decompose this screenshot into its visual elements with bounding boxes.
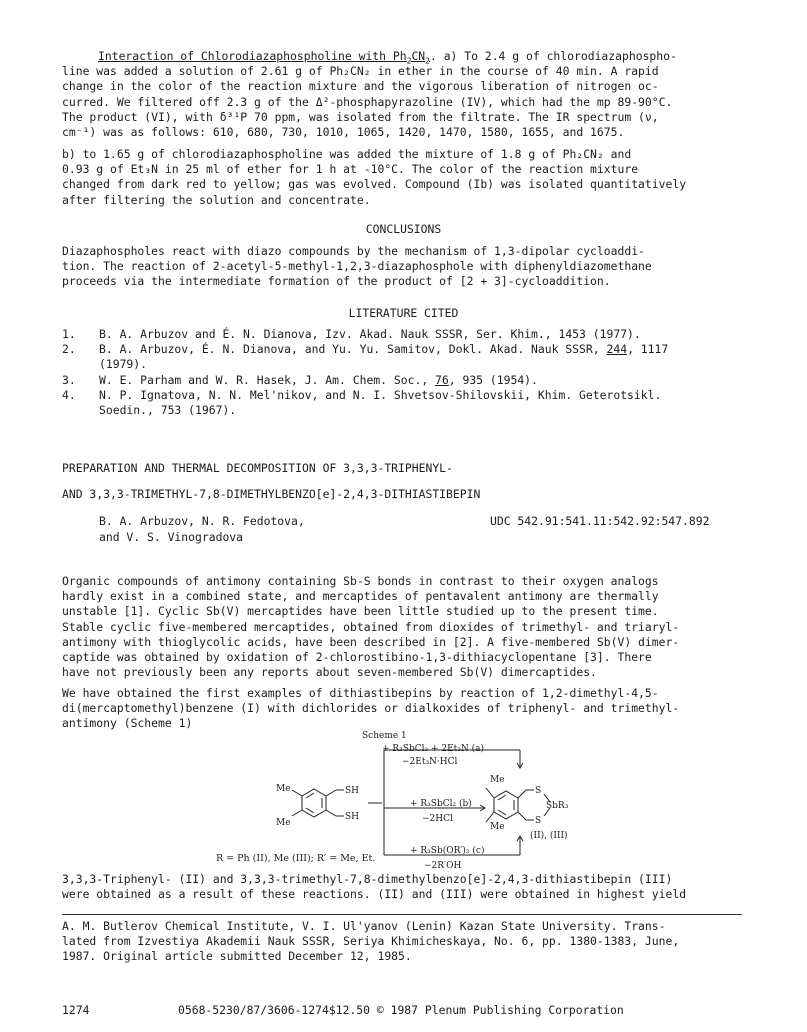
text-line: cm⁻¹) was as follows: 610, 680, 730, 1010, 1065, 1420, 1470, 1580, 1655, and 1675.: [62, 124, 625, 139]
methyl-label: Me: [490, 775, 505, 785]
literature-heading: LITERATURE CITED: [348, 306, 459, 320]
udc-code: UDC 542.91:541.11:542.92:547.892: [490, 514, 710, 528]
text-line: curred. We filtered off 2.3 g of the Δ²-phosphapyrazoline (IV), which had the mp 89-90°C.: [62, 94, 673, 109]
text-line: 1987. Original article submitted December 12, 1985.: [62, 949, 412, 964]
text-line: tion. The reaction of 2-acetyl-5-methyl-1,2,3-diazaphosphole with diphenyldiazomethane: [62, 259, 652, 274]
conclusions-heading: CONCLUSIONS: [365, 222, 442, 236]
sulfur-label: S: [535, 786, 542, 796]
text-line: were obtained as a result of these reactions. (II) and (III) were obtained in highest yield: [62, 887, 687, 902]
conclusions-body: [62, 244, 742, 290]
methyl-label: Me: [276, 818, 291, 828]
text-line: unstable [1]. Cyclic Sb(V) mercaptides have been little studied up to the present time.: [62, 604, 659, 619]
reagent-c: + R₃Sb(OR′)₂ (c): [410, 846, 485, 856]
methyl-label: Me: [276, 784, 291, 794]
footnote-rule: [62, 914, 742, 915]
reference-text: N. P. Ignatova, N. N. Mel'nikov, and N. I. Shvetsov-Shilovskii, Khim. Geterotsikl.: [99, 388, 662, 402]
scheme-legend: R = Ph (II), Me (III); R′ = Me, Et.: [216, 853, 376, 864]
text-line: after filtering the solution and concentrate.: [62, 192, 371, 207]
scheme-title: Scheme 1: [362, 731, 407, 741]
reagent-b: + R₃SbCl₂ (b): [410, 799, 472, 809]
article-intro: [62, 574, 742, 680]
section1-heading: Interaction of Chlorodiazaphospholine with $Ph_2CN_2$: [98, 49, 430, 66]
text-line: Organic compounds of antimony containing Sb-S bonds in contrast to their oxygen analogs: [62, 574, 659, 588]
text-line: line was added a solution of 2.61 g of Ph₂CN₂ in ether in the course of 40 min. A rapid: [62, 64, 659, 79]
reference-text: (1979).: [99, 357, 148, 372]
text-line: 0.93 g of Et₃N in 25 ml of ether for 1 h at -10°C. The color of the reaction mixture: [62, 162, 639, 177]
text-line: have not previously been any reports about seven-membered Sb(V) dimercaptides.: [62, 665, 597, 680]
article-para-2: [62, 686, 742, 732]
thiol-label: SH: [345, 812, 360, 822]
text-line: change in the color of the reaction mixture and the vigorous liberation of nitrogen oc-: [62, 79, 659, 94]
reference-number: 1.: [62, 327, 76, 341]
byproduct-b: −2HCl: [422, 814, 453, 824]
byproduct-a: −2Et₃N·HCl: [402, 757, 458, 767]
text-line: changed from dark red to yellow; gas was evolved. Compound (Ib) was isolated quantitatively: [62, 177, 687, 192]
text-line: Diazaphospholes react with diazo compounds by the mechanism of 1,3-dipolar cycloaddi-: [62, 244, 645, 258]
text-line: antimony (Scheme 1): [62, 716, 193, 731]
reactant-ring: [292, 789, 344, 817]
reaction-scheme: [262, 728, 569, 871]
reference-text: Soedin., 753 (1967).: [99, 403, 237, 418]
authors-line-1: B. A. Arbuzov, N. R. Fedotova,: [99, 514, 305, 528]
text-line: We have obtained the first examples of dithiastibepins by reaction of 1,2-dimethyl-4,5-: [62, 686, 659, 700]
article-title-line-1: PREPARATION AND THERMAL DECOMPOSITION OF 3,3,3-TRIPHENYL-: [62, 461, 453, 475]
article-after-scheme: [62, 872, 742, 902]
reference-text: B. A. Arbuzov, É. N. Dianova, and Yu. Yu. Samitov, Dokl. Akad. Nauk SSSR, 244, 1117: [99, 342, 669, 356]
text-line: hardly exist in a combined state, and mercaptides of pentavalent antimony are thermally: [62, 589, 659, 604]
sbr3-label: SbR₃: [546, 801, 569, 811]
text-line: lated from Izvestiya Akademii Nauk SSSR, Seriya Khimicheskaya, No. 6, pp. 1380-1383, June,: [62, 934, 680, 949]
byproduct-c: −2R′OH: [424, 861, 462, 871]
text-line: Stable cyclic five-membered mercaptides, obtained from dioxides of trimethyl- and triaryl-: [62, 619, 680, 634]
page-number: 1274: [62, 1003, 90, 1017]
reference-number: 4.: [62, 388, 76, 402]
copyright-line: 0568-5230/87/3606-1274$12.50 © 1987 Plenum Publishing Corporation: [178, 1003, 624, 1017]
text-line: proceeds via the intermediate formation of the product of [2 + 3]-cycloaddition.: [62, 274, 611, 289]
reagent-a: + R₃SbCl₂ + 2Et₃N (a): [382, 744, 484, 754]
reference-text: W. E. Parham and W. R. Hasek, J. Am. Chem. Soc., 76, 935 (1954).: [99, 373, 538, 387]
reference-number: 2.: [62, 342, 76, 356]
article-title-line-2: AND 3,3,3-TRIMETHYL-7,8-DIMETHYLBENZO[e]-2,4,3-DITHIASTIBEPIN: [62, 487, 481, 501]
text-line: captide was obtained by oxidation of 2-chlorostibino-1,3-dithiacyclopentane [3]. There: [62, 649, 652, 664]
text-line: di(mercaptomethyl)benzene (I) with dichlorides or dialkoxides of triphenyl- and trimethyl-: [62, 701, 680, 716]
section1-para-a: [62, 49, 742, 140]
sulfur-label: S: [535, 816, 542, 826]
reference-text: B. A. Arbuzov and É. N. Dianova, Izv. Akad. Nauk SSSR, Ser. Khim., 1453 (1977).: [99, 327, 641, 341]
reference-number: 3.: [62, 373, 76, 387]
section1-para-b: [62, 147, 742, 208]
text-line: A. M. Butlerov Chemical Institute, V. I. Ul'yanov (Lenin) Kazan State University. Trans-: [62, 919, 666, 933]
authors-line-2: and V. S. Vinogradova: [99, 530, 244, 544]
methyl-label: Me: [490, 822, 505, 832]
products-label: (II), (III): [530, 831, 568, 841]
thiol-label: SH: [345, 786, 360, 796]
footnote: [62, 919, 742, 965]
text-line: antimony with thioglycolic acids, have been described in [2]. A five-membered Sb(V) dimer-: [62, 634, 680, 649]
text-line: 3,3,3-Triphenyl- (II) and 3,3,3-trimethyl-7,8-dimethylbenzo[e]-2,4,3-dithiastibepin (III): [62, 872, 673, 886]
section1-first-line: Interaction of Chlorodiazaphospholine with $Ph_2CN_2$. a) To 2.4 g of chlorodiazaphospho-: [98, 49, 677, 66]
text-line: b) to 1.65 g of chlorodiazaphospholine was added the mixture of 1.8 g of Ph₂CN₂ and: [62, 147, 632, 161]
text-line: The product (VI), with δ³¹P 70 ppm, was isolated from the filtrate. The IR spectrum (ν,: [62, 109, 659, 124]
